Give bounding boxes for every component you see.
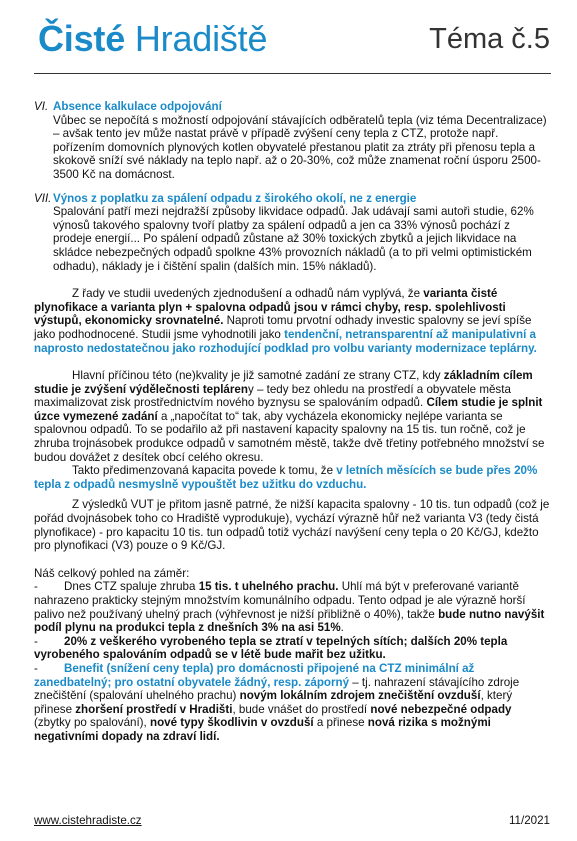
text-run: Naproti tomu prvotní odhady investic spalovny se jeví spíše jako podhodnocené. Studii jsme vyhodnotili jako <box>34 314 532 341</box>
text-run: Dnes CTZ spaluje zhruba <box>64 580 199 594</box>
bold-run: 15 tis. t uhelného prachu. <box>198 580 339 594</box>
bold-run: varianta čisté plynofikace a varianta plyn + spalovna odpadů jsou v rámci chyby, resp. spolehlivosti výstupů, ekonomicky srovnatelné. <box>34 287 506 328</box>
bullet-dash: - <box>34 661 38 675</box>
text-run: Z výsledků VUT je přitom jasně patrné, že nižší kapacita spalovny - 10 tis. tun odpadů (což je pořád dvojnásobek toho co Hradiště vyprodukuje), vychází výrazně hůř než varianta V3 (tedy čistá plynofikace) - pro kapacitu 10 tis. tun odpadů totiž vychází navýšení ceny tepla o 20 Kč/GJ, kdežto pro plynofikaci (V3) pouze o 9 Kč/GJ. <box>34 498 550 553</box>
highlight-run: Benefit (snížení ceny tepla) pro domácnosti připojené na CTZ minimální až zanedbatelný; pro ostatní obyvatele žádný, resp. záporný <box>34 661 475 689</box>
bold-run: Cílem studie je splnit úzce vymezené zadání <box>34 396 543 423</box>
text-run: – tj. nahrazení stávajícího zdroje znečištění (spalování uhelného prachu) <box>34 675 520 703</box>
section-number: VII. <box>34 191 52 205</box>
header-divider <box>34 73 551 74</box>
text-run: Hlavní příčinou této (ne)kvality je již samotné zadání ze strany CTZ, kdy <box>72 369 444 383</box>
section-text: Vůbec se nepočítá s možností odpojování stávajících odběratelů tepla (viz téma Decentralizace) – avšak tento jev může nastat právě v případě zvýšení ceny tepla z CTZ, protože např. pořízením domovních plynových kotlen obyvatelé přestanou platit za ztráty při přenosu tepla a skokově sníží své náklady na teplo např. až o 20-30%, což může znamenat roční úsporu 2500-3500 Kč na domácnost. <box>53 113 547 181</box>
bullet-dash: - <box>34 580 38 594</box>
text-run: Uhlí má být v preferované variantě nahrazeno prakticky stejným množstvím komunálního odpadu. Tento odpad je ale výrazně horší palivo než používaný uhelný prach (výhřevnost je nižší přibližně o 40%), takže <box>34 580 526 621</box>
text-run: Z řady ve studii uvedených zjednodušení a odhadů nám vyplývá, že <box>72 287 424 301</box>
logo <box>38 14 267 64</box>
text-run: a „napočítat to“ tak, aby vycházela ekonomicky nejlépe varianta se spalovnou odpadů. To se podařilo až při nastavení kapacity spalovny na 15 tis. tun ročně, což je zhruba trojnásobek produkce odpadů v samotném městě, takže dvě třetiny potřebného množství se budou dovážet z desítek obcí celého okresu. <box>34 409 545 464</box>
bold-run: bude nutno navýšit podíl plynu na produkci tepla z dnešních 3% na asi 51% <box>34 607 545 635</box>
bold-run: nová rizika s možnými negativními dopady na zdraví lidí. <box>34 716 491 743</box>
topic-title: Téma č.5 <box>429 23 550 55</box>
bold-run: nové typy škodlivin v ovzduší <box>150 716 314 730</box>
bold-run: novým lokálním zdrojem znečištění ovzduší <box>239 689 481 703</box>
paragraph-capacity <box>34 464 550 491</box>
bold-run: základním cílem studie je zvýšení výdělečnosti tepláren <box>34 369 533 396</box>
text-run: . <box>340 621 344 635</box>
paragraph-vut-results <box>34 498 550 552</box>
logo-word-ciste: Čisté <box>38 18 126 59</box>
section-vi <box>34 100 550 182</box>
highlight-run: tendenční, netransparentní až manipulativní a naprosto nedostatečnou jako rozhodující podklad pro volbu varianty modernizace teplárny. <box>34 327 537 355</box>
summary-item-benefit <box>34 662 550 744</box>
document-date: 11/2021 <box>508 814 550 827</box>
paragraph-evaluation <box>34 287 550 355</box>
logo-word-hradiste: Hradiště <box>134 18 268 59</box>
paragraph-main-cause <box>34 369 550 464</box>
bullet-dash: - <box>34 634 38 648</box>
text-run: , bude vnášet do prostředí <box>232 702 371 716</box>
text-run: a přinese <box>313 716 368 730</box>
bold-run: zhoršení prostředí v Hradišti <box>75 702 233 716</box>
document-body <box>34 100 550 744</box>
text-run: Takto předimenzovaná kapacita povede k tomu, že <box>72 464 337 478</box>
page-header <box>38 14 550 74</box>
section-text: Spalování patří mezi nejdražší způsoby likvidace odpadů. Jak udávají sami autoři studie, 62% výnosů takového spalovny tvoří platby za spálení odpadů a jen ca 33% výnosů pochází z prodeje energií... Po spálení odpadů zůstane až 30% toxických zbytků a jejich likvidace na skládce nebezpečných odpadů spolkne 43% provozních nákladů (a to při velmi optimistickém odhadu), náklady je i čištění spalin (dalších min. 15% nákladů). <box>53 205 534 273</box>
section-title: Výnos z poplatku za spálení odpadu z širokého okolí, ne z energie <box>53 191 417 205</box>
website-link[interactable]: www.cistehradiste.cz <box>34 814 142 827</box>
summary-item-coal <box>34 580 550 634</box>
bold-run: 20% z veškerého vyrobeného tepla se ztratí v tepelných sítích; dalších 20% tepla vyrobeného spalováním odpadů se v létě bude mařit bez užitku. <box>34 634 508 662</box>
section-vii <box>34 192 550 274</box>
text-run: y – tedy bez ohledu na prostředí a obyvatele města maximalizovat zisk prostřednictvím nového byznysu se spalováním odpadů. <box>34 382 511 410</box>
bold-run: nové nebezpečné odpady <box>370 702 512 716</box>
section-title: Absence kalkulace odpojování <box>53 100 222 113</box>
section-number: VI. <box>34 100 49 113</box>
text-run: (zbytky po spalování), <box>34 716 150 730</box>
highlight-run: v letních měsících se bude přes 20% tepla z odpadů nesmyslně vypouštět bez užitku do vzduchu. <box>34 464 538 491</box>
summary-intro: Náš celkový pohled na záměr: <box>34 566 190 580</box>
text-run: , který přinese <box>34 689 513 716</box>
summary-item-heat-loss <box>34 635 550 662</box>
